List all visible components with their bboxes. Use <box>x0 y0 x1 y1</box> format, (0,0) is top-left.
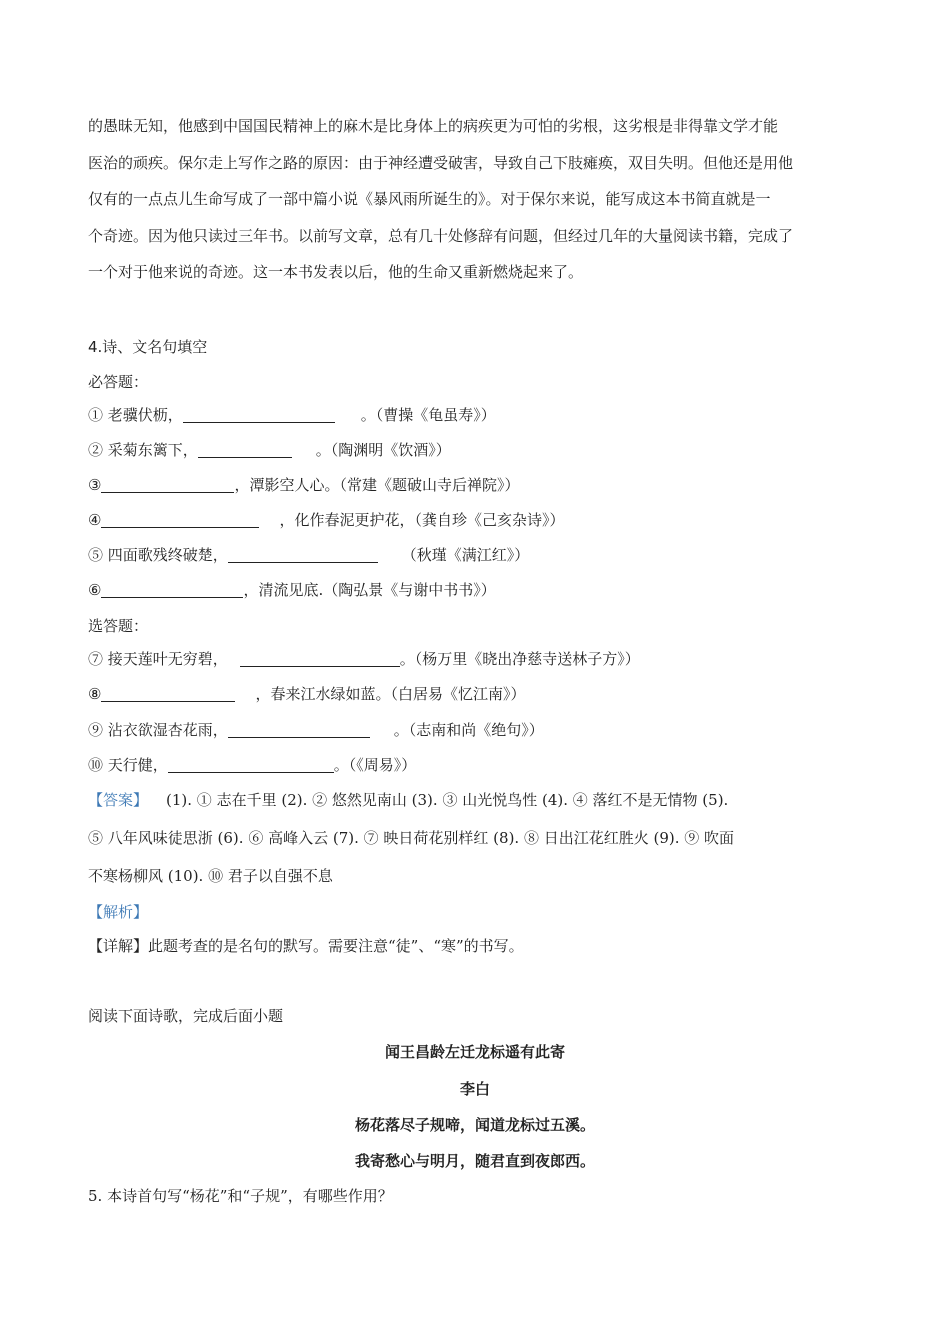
poem-title: 闻王昌龄左迁龙标遥有此寄 <box>384 1043 565 1061</box>
analysis-label: 【解析】 <box>88 903 149 921</box>
fill-item-3: ③ ，潭影空人心。（常建《题破山寺后禅院》） <box>88 476 520 494</box>
answer-blank[interactable] <box>101 476 234 493</box>
fill-item-5: ⑤ 四面歌残终破楚， （秋瑾《满江红》） <box>88 546 530 564</box>
passage-line: 一个对于他来说的奇迹。这一本书发表以后，他的生命又重新燃烧起来了。 <box>88 263 584 281</box>
passage-line: 个奇迹。因为他只读过三年书。以前写文章，总有几十处修辞有问题，但经过几年的大量阅读书籍，完成了 <box>88 226 794 245</box>
passage-line: 的愚昧无知，他感到中国国民精神上的麻木是比身体上的病疾更为可怕的劣根，这劣根是非得靠文学才能 <box>88 117 779 135</box>
passage-paragraph <box>88 108 868 291</box>
poem-line: 我寄愁心与明月，随君直到夜郎西。 <box>354 1152 595 1170</box>
question-5: 5. 本诗首句写“杨花”和“子规”，有哪些作用？ <box>88 1187 393 1205</box>
answer-line: 不寒杨柳风 (10). ⑩ 君子以自强不息 <box>88 867 333 885</box>
required-label: 必答题： <box>88 373 149 391</box>
fill-item-4: ④ ，化作春泥更护花，（龚自珍《己亥杂诗》） <box>88 511 565 529</box>
answer-blank[interactable] <box>183 406 335 423</box>
fill-item-8: ⑧ ，春来江水绿如蓝。（白居易《忆江南》） <box>88 685 526 703</box>
answer-blank[interactable] <box>198 441 292 458</box>
answer-line: (1). ① 志在千里 (2). ② 悠然见南山 (3). ③ 山光悦鸟性 (4). ④ 落红不是无情物 (5). <box>166 791 729 809</box>
fill-item-1: ① 老骥伏枥， 。（曹操《龟虽寿》） <box>88 406 496 424</box>
reading-intro: 阅读下面诗歌，完成后面小题 <box>88 1007 284 1025</box>
answer-label: 【答案】 <box>88 791 149 809</box>
answer-line: ⑤ 八年风味徒思浙 (6). ⑥ 高峰入云 (7). ⑦ 映日荷花别样红 (8). ⑧ 日出江花红胜火 (9). ⑨ 吹面 <box>88 829 735 847</box>
answer-blank[interactable] <box>101 685 235 702</box>
answer-blank[interactable] <box>168 756 334 773</box>
passage-line: 医治的顽疾。保尔走上写作之路的原因：由于神经遭受破害，导致自己下肢瘫痪，双目失明。但他还是用他 <box>88 153 794 172</box>
answer-blank[interactable] <box>101 581 243 598</box>
answer-block <box>88 781 868 895</box>
passage-line: 仅有的一点点儿生命写成了一部中篇小说《暴风雨所诞生的》。对于保尔来说，能写成这本书简直就是一 <box>88 190 771 208</box>
answer-blank[interactable] <box>101 511 259 528</box>
question-4-title: 4.诗、文名句填空 <box>88 338 208 356</box>
answer-blank[interactable] <box>228 721 370 738</box>
fill-item-9: ⑨ 沾衣欲湿杏花雨， 。（志南和尚《绝句》） <box>88 721 544 739</box>
answer-blank[interactable] <box>228 546 378 563</box>
analysis-detail: 【详解】此题考查的是名句的默写。需要注意“徒”、“寒”的书写。 <box>88 937 524 955</box>
optional-label: 选答题： <box>88 617 149 635</box>
answer-blank[interactable] <box>240 650 400 667</box>
fill-item-6: ⑥ ，清流见底.（陶弘景《与谢中书书》） <box>88 581 496 599</box>
poem-line: 杨花落尽子规啼，闻道龙标过五溪。 <box>354 1116 595 1134</box>
fill-item-2: ② 采菊东篱下， 。（陶渊明《饮酒》） <box>88 441 451 459</box>
fill-item-10: ⑩ 天行健， 。（《周易》） <box>88 756 417 774</box>
poem-author: 李白 <box>459 1080 490 1098</box>
fill-item-7: ⑦ 接天莲叶无穷碧， 。（杨万里《晓出净慈寺送林子方》） <box>88 650 640 668</box>
